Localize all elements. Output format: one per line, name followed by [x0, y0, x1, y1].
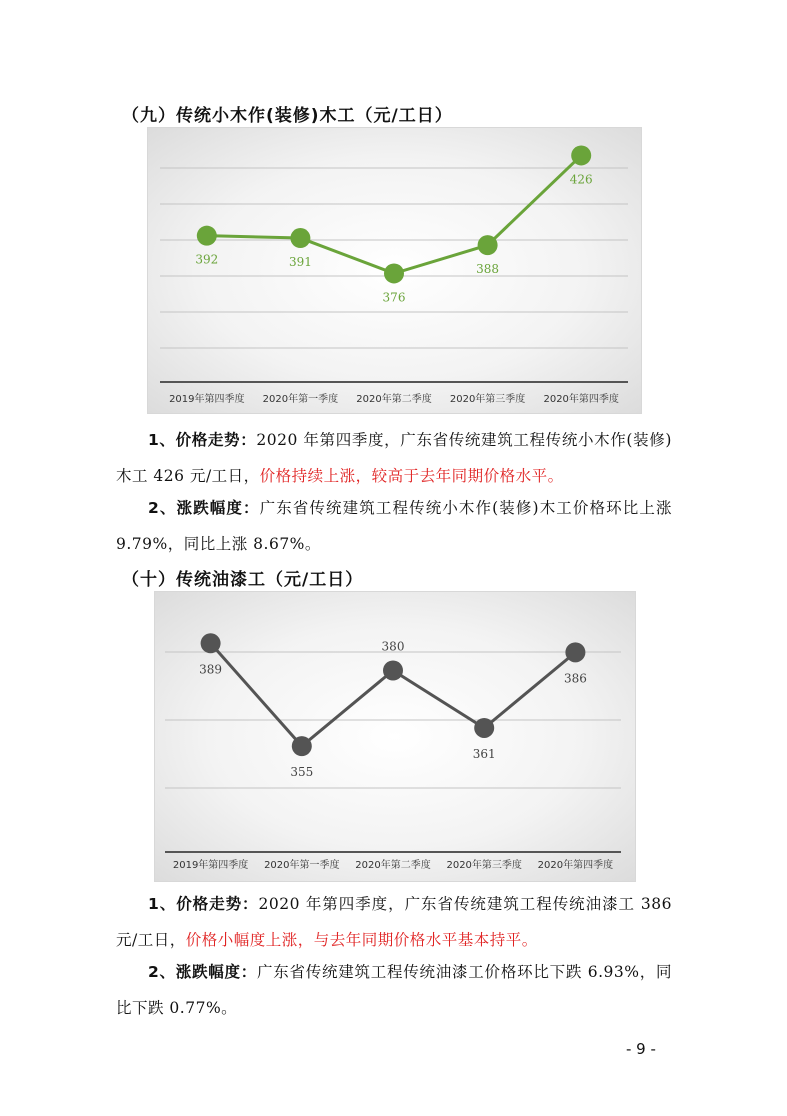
carpenter-series-line [207, 155, 581, 273]
painter-category-label-0: 2019年第四季度 [172, 860, 249, 871]
chart-painter-svg [155, 592, 635, 881]
painter-data-label-4: 386 [563, 671, 587, 686]
carpenter-data-label-1: 391 [288, 255, 312, 270]
section10-heading: （十）传统油漆工（元/工日） [122, 570, 364, 590]
chart-painter [154, 591, 636, 882]
section10-p1-text: 2020 年第四季度，广东省传统建筑工程传统油漆工 386 元/工日， [116, 895, 672, 949]
section9-p2-label: 2、涨跌幅度： [148, 499, 260, 517]
carpenter-category-label-1: 2020年第一季度 [262, 394, 339, 405]
carpenter-category-label-4: 2020年第四季度 [543, 394, 619, 405]
chart-carpenter-svg [148, 128, 641, 413]
section9-paragraph-1 [116, 422, 672, 494]
section9-p2-text: 广东省传统建筑工程传统小木作(装修)木工价格环比上涨 9.79%，同比上涨 8.67%。 [116, 499, 672, 553]
painter-point-1 [292, 736, 312, 756]
painter-category-label-4: 2020年第四季度 [537, 860, 614, 871]
painter-category-label-3: 2020年第三季度 [446, 860, 522, 871]
section9-paragraph-2 [116, 490, 672, 562]
painter-category-label-2: 2020年第二季度 [355, 860, 431, 871]
section9-heading: （九）传统小木作(装修)木工（元/工日） [122, 106, 453, 126]
section10-p2-label: 2、涨跌幅度： [148, 963, 258, 981]
page-number: - 9 - [626, 1040, 656, 1058]
section10-paragraph-2 [116, 954, 672, 1026]
carpenter-point-3 [478, 235, 498, 255]
painter-data-label-0: 389 [199, 662, 223, 677]
chart-carpenter [147, 127, 642, 414]
carpenter-category-label-2: 2020年第二季度 [356, 394, 432, 405]
section9-p1-label: 1、价格走势： [148, 431, 257, 449]
carpenter-category-label-3: 2020年第三季度 [449, 394, 526, 405]
section9-p1-highlight: 价格持续上涨，较高于去年同期价格水平。 [259, 467, 564, 485]
carpenter-point-4 [571, 145, 591, 165]
painter-point-3 [474, 718, 494, 738]
carpenter-data-label-2: 376 [382, 290, 406, 305]
section9-p1-text: 2020 年第四季度，广东省传统建筑工程传统小木作(装修)木工 426 元/工日， [116, 431, 672, 485]
section10-paragraph-1 [116, 886, 672, 958]
section10-p1-label: 1、价格走势： [148, 895, 259, 913]
carpenter-category-label-0: 2019年第四季度 [169, 394, 245, 405]
carpenter-data-label-3: 388 [476, 262, 500, 277]
carpenter-data-label-4: 426 [569, 172, 593, 187]
painter-data-label-1: 355 [290, 765, 314, 780]
painter-data-label-3: 361 [472, 746, 496, 761]
painter-series-line [211, 643, 576, 746]
carpenter-data-label-0: 392 [195, 252, 219, 267]
painter-category-label-1: 2020年第一季度 [264, 860, 340, 871]
carpenter-point-1 [290, 228, 310, 248]
section10-p2-text: 广东省传统建筑工程传统油漆工价格环比下跌 6.93%，同比下跌 0.77%。 [116, 963, 672, 1017]
carpenter-point-2 [384, 263, 404, 283]
painter-point-2 [383, 661, 403, 681]
carpenter-point-0 [197, 226, 217, 246]
painter-data-label-2: 380 [381, 639, 405, 654]
painter-point-4 [565, 642, 585, 662]
section10-p1-highlight: 价格小幅度上涨，与去年同期价格水平基本持平。 [185, 931, 538, 949]
painter-point-0 [201, 633, 221, 653]
